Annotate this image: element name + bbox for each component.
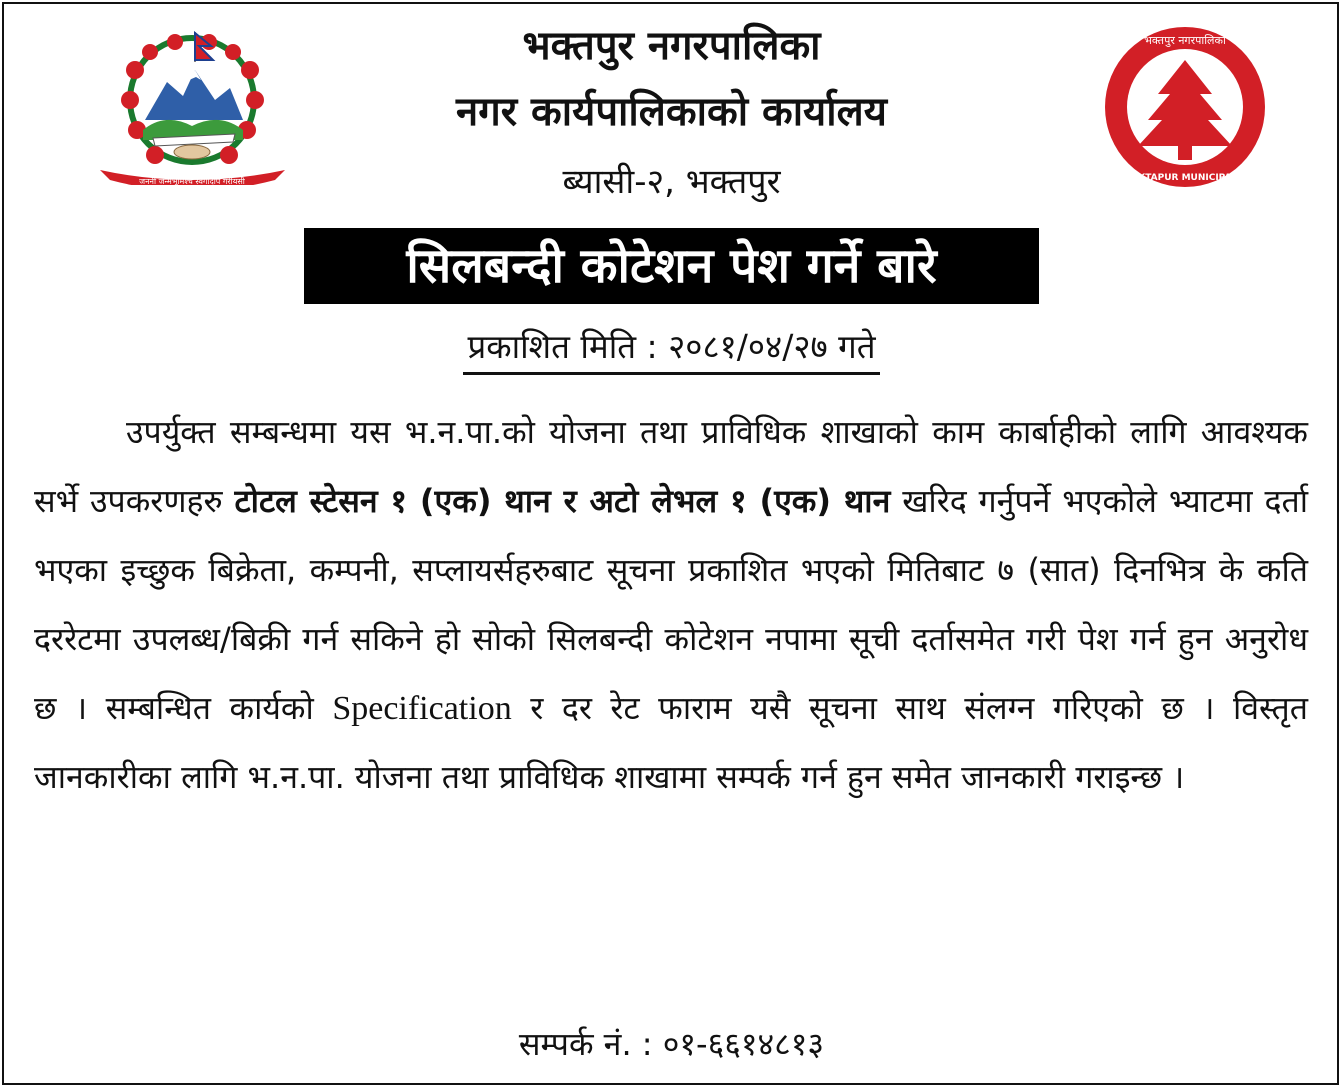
body-latin-word: Specification [332,690,512,727]
svg-text:भक्तपुर नगरपालिका: भक्तपुर नगरपालिका [1144,34,1226,47]
body-part-1: उपर्युक्त सम्बन्धमा यस भ.न.पा.को योजना तथा प्राविधिक शाखाको काम कार्बाहीको लागि आवश्यक सर्भे उपकरणहरु [34,413,1308,520]
body-bold-items: टोटल स्टेसन १ (एक) थान र अटो लेभल १ (एक) थान [234,482,891,520]
svg-text:BHAKTAPUR MUNICIPALITY: BHAKTAPUR MUNICIPALITY [1116,173,1254,183]
contact-number: सम्पर्क नं. : ०१-६६१४८१३ [518,1025,825,1063]
svg-text:जननी जन्मभूमिश्च स्वर्गादपि गर: जननी जन्मभूमिश्च स्वर्गादपि गरीयसी [139,177,245,185]
published-date-row [0,322,1343,375]
notice-title-bar [0,228,1343,304]
published-date: प्रकाशित मिति : २०८१/०४/२७ गते [463,322,879,375]
body-part-3: र दर रेट फाराम यसै सूचना साथ संलग्न गरिएको छ । विस्तृत जानकारीका लागि भ.न.पा. योजना तथा प्राविधिक शाखामा सम्पर्क गर्न हुन समेत जानकारी गराइन्छ । [34,689,1308,796]
office-unit: नगर कार्यपालिकाको कार्यालय [456,89,887,135]
office-name: भक्तपुर नगरपालिका [522,23,821,69]
body-part-2: खरिद गर्नुपर्ने भएकोले भ्याटमा दर्ता भएका इच्छुक बिक्रेता, कम्पनी, सप्लायर्सहरुबाट सूचना प्रकाशित भएको मितिबाट ७ (सात) दिनभित्र के कति दररेटमा उपलब्ध/बिक्री गर्न सकिने हो सोको सिलबन्दी कोटेशन नपामा सूची दर्तासमेत गरी पेश गर्न हुन अनुरोध छ । सम्बन्धित कार्यको [34,482,1308,727]
office-address: ब्यासी-२, भक्तपुर [562,162,781,202]
notice-body [34,398,1308,812]
notice-title: सिलबन्दी कोटेशन पेश गर्ने बारे [304,228,1039,304]
